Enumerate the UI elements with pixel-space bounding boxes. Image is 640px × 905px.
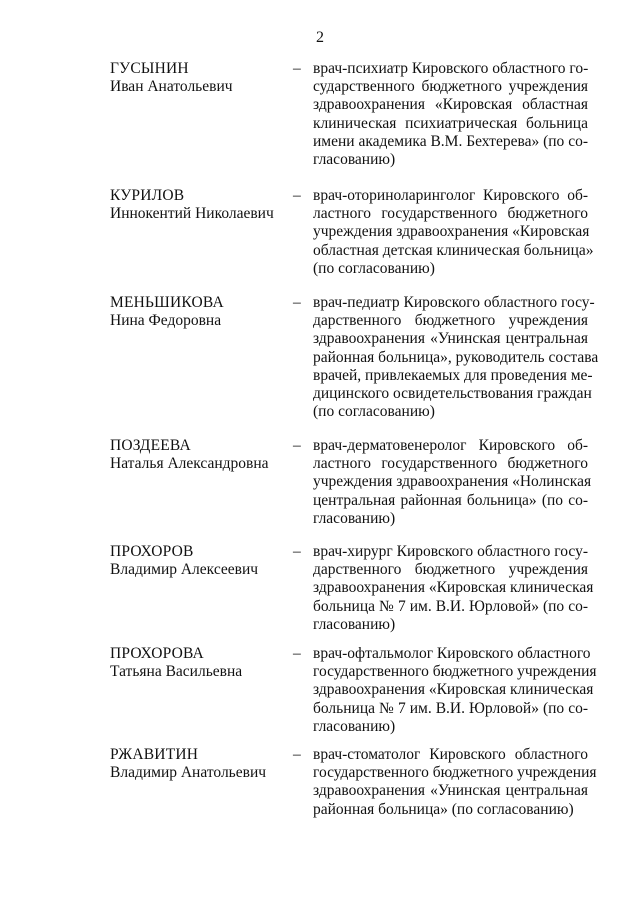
member-surname: КУРИЛОВ [110,187,185,204]
description-line: врач-хирург Кировского областного госу- [313,543,588,560]
member-name [110,187,285,223]
dash-separator: – [293,187,301,204]
member-given-name: Татьяна Васильевна [110,663,243,680]
description-line: районная больница», руководитель состава [313,348,599,366]
description-line: врач-оториноларинголог Кировского об- [313,187,588,204]
description-line: врач-стоматолог Кировского областного [313,746,588,763]
description-line: больница № 7 им. В.И. Юрловой» (по со- [313,597,588,615]
dash-separator: – [293,60,301,77]
member-name [110,437,285,473]
description-line: (по согласованию) [313,259,435,277]
member-position-description [313,294,599,421]
member-name [110,746,285,782]
description-line: гласованию) [313,615,396,633]
description-line: ластного государственного бюджетного [313,455,588,473]
member-given-name: Нина Федоровна [110,312,222,329]
description-line: ластного государственного бюджетного [313,205,588,223]
member-surname: ГУСЫНИН [110,60,189,77]
description-line: больница № 7 им. В.И. Юрловой» (по со- [313,699,588,717]
description-line: здравоохранения «Кировская клиническая [313,681,594,699]
member-given-name: Владимир Алексеевич [110,561,259,578]
member-position-description [313,437,592,528]
description-line: гласованию) [313,151,396,169]
description-line: гласованию) [313,509,396,527]
member-surname: ПРОХОРОВ [110,543,194,560]
description-line: сударственного бюджетного учреждения [313,78,588,96]
dash-separator: – [293,543,301,560]
member-given-name: Иннокентий Николаевич [110,205,274,222]
description-line: здравоохранения «Унинская центральная [313,330,588,348]
description-line: имени академика В.М. Бехтерева» (по со- [313,132,588,150]
member-name [110,60,285,96]
member-surname: ПОЗДЕЕВА [110,437,191,454]
member-given-name: Иван Анатольевич [110,78,233,95]
page-number: 2 [316,29,324,46]
dash-separator: – [293,746,301,763]
description-line: дарственного бюджетного учреждения [313,312,588,330]
member-position-description [313,60,588,169]
description-line: здравоохранения «Кировская областная [313,96,588,114]
description-line: областная детская клиническая больница» [313,241,594,259]
description-line: государственного бюджетного учреждения [313,764,597,782]
description-line: врач-дерматовенеролог Кировского об- [313,437,588,454]
dash-separator: – [293,437,301,454]
description-line: клиническая психиатрическая больница [313,114,588,132]
member-position-description [313,746,597,819]
description-line: учреждения здравоохранения «Кировская [313,223,590,241]
description-line: дицинского освидетельствования граждан [313,385,592,403]
member-name [110,543,285,579]
member-given-name: Наталья Александровна [110,455,269,472]
member-surname: ПРОХОРОВА [110,645,204,662]
description-line: учреждения здравоохранения «Нолинская [313,473,592,491]
dash-separator: – [293,294,301,311]
member-position-description [313,187,594,278]
member-name [110,645,285,681]
description-line: врач-психиатр Кировского областного го- [313,60,589,77]
description-line: государственного бюджетного учреждения [313,663,597,681]
member-given-name: Владимир Анатольевич [110,764,267,781]
dash-separator: – [293,645,301,662]
description-line: здравоохранения «Унинская центральная [313,782,588,800]
member-position-description [313,645,597,736]
member-surname: РЖАВИТИН [110,746,199,763]
description-line: центральная районная больница» (по со- [313,491,588,509]
description-line: районная больница» (по согласованию) [313,800,574,818]
member-surname: МЕНЬШИКОВА [110,294,224,311]
description-line: дарственного бюджетного учреждения [313,561,588,579]
description-line: (по согласованию) [313,403,435,421]
member-position-description [313,543,594,634]
description-line: врачей, привлекаемых для проведения ме- [313,366,593,384]
description-line: врач-офтальмолог Кировского областного [313,645,591,662]
description-line: здравоохранения «Кировская клиническая [313,579,594,597]
description-line: врач-педиатр Кировского областного госу- [313,294,595,311]
member-name [110,294,285,330]
description-line: гласованию) [313,717,396,735]
